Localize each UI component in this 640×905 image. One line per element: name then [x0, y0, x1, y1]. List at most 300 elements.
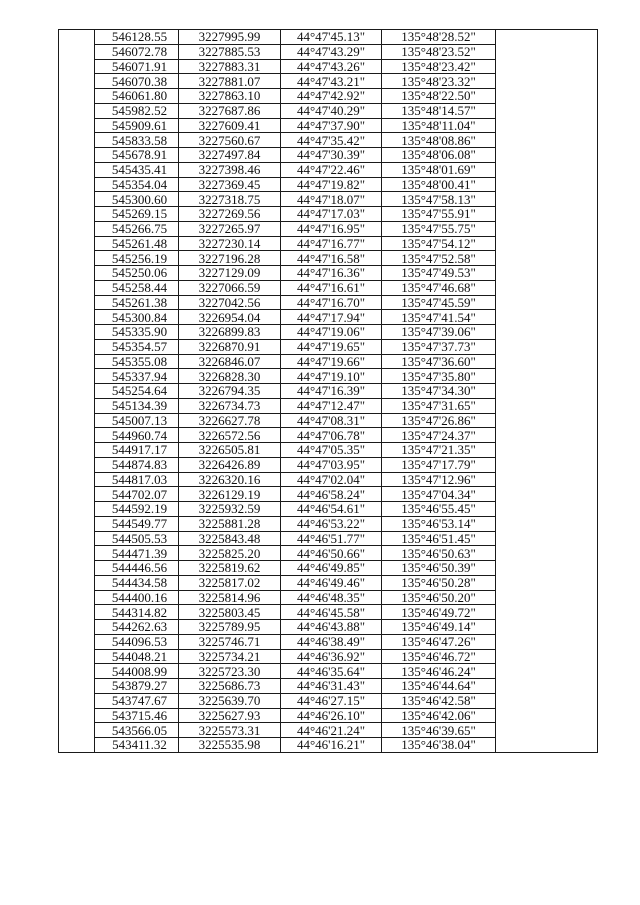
longitude-cell: 135°46'42.58" — [382, 693, 496, 708]
latitude-cell: 44°47'37.90" — [281, 118, 382, 133]
table-row — [59, 59, 598, 74]
longitude-cell: 135°47'46.68" — [382, 280, 496, 295]
y-coordinate-cell: 3227318.75 — [179, 192, 281, 207]
notes-cell — [496, 398, 598, 413]
table-row — [59, 310, 598, 325]
y-coordinate-cell: 3227560.67 — [179, 133, 281, 148]
notes-cell — [496, 133, 598, 148]
longitude-cell: 135°46'55.45" — [382, 502, 496, 517]
x-coordinate-cell: 543411.32 — [95, 738, 179, 753]
table-row — [59, 634, 598, 649]
y-coordinate-cell: 3225789.95 — [179, 620, 281, 635]
row-number-cell — [59, 295, 95, 310]
y-coordinate-cell: 3226899.83 — [179, 325, 281, 340]
notes-cell — [496, 384, 598, 399]
latitude-cell: 44°46'16.21" — [281, 738, 382, 753]
latitude-cell: 44°47'40.29" — [281, 103, 382, 118]
notes-cell — [496, 546, 598, 561]
x-coordinate-cell: 545256.19 — [95, 251, 179, 266]
row-number-cell — [59, 708, 95, 723]
table-row — [59, 266, 598, 281]
y-coordinate-cell: 3226734.73 — [179, 398, 281, 413]
notes-cell — [496, 162, 598, 177]
table-row — [59, 192, 598, 207]
notes-cell — [496, 561, 598, 576]
y-coordinate-cell: 3226794.35 — [179, 384, 281, 399]
latitude-cell: 44°47'19.10" — [281, 369, 382, 384]
y-coordinate-cell: 3226828.30 — [179, 369, 281, 384]
row-number-cell — [59, 649, 95, 664]
notes-cell — [496, 649, 598, 664]
x-coordinate-cell: 543566.05 — [95, 723, 179, 738]
latitude-cell: 44°47'22.46" — [281, 162, 382, 177]
table-row — [59, 133, 598, 148]
latitude-cell: 44°46'58.24" — [281, 487, 382, 502]
longitude-cell: 135°48'23.32" — [382, 74, 496, 89]
row-number-cell — [59, 59, 95, 74]
x-coordinate-cell: 544400.16 — [95, 590, 179, 605]
notes-cell — [496, 664, 598, 679]
notes-cell — [496, 266, 598, 281]
y-coordinate-cell: 3225734.21 — [179, 649, 281, 664]
longitude-cell: 135°48'22.50" — [382, 89, 496, 104]
x-coordinate-cell: 546072.78 — [95, 44, 179, 59]
latitude-cell: 44°47'17.94" — [281, 310, 382, 325]
row-number-cell — [59, 339, 95, 354]
table-row — [59, 398, 598, 413]
latitude-cell: 44°46'43.88" — [281, 620, 382, 635]
x-coordinate-cell: 546070.38 — [95, 74, 179, 89]
y-coordinate-cell: 3226320.16 — [179, 472, 281, 487]
table-row — [59, 177, 598, 192]
table-row — [59, 472, 598, 487]
notes-cell — [496, 620, 598, 635]
y-coordinate-cell: 3227398.46 — [179, 162, 281, 177]
notes-cell — [496, 74, 598, 89]
y-coordinate-cell: 3225573.31 — [179, 723, 281, 738]
row-number-cell — [59, 620, 95, 635]
longitude-cell: 135°48'23.42" — [382, 59, 496, 74]
table-row — [59, 74, 598, 89]
row-number-cell — [59, 634, 95, 649]
x-coordinate-cell: 544874.83 — [95, 457, 179, 472]
y-coordinate-cell: 3227066.59 — [179, 280, 281, 295]
y-coordinate-cell: 3227129.09 — [179, 266, 281, 281]
x-coordinate-cell: 545261.38 — [95, 295, 179, 310]
longitude-cell: 135°47'49.53" — [382, 266, 496, 281]
notes-cell — [496, 221, 598, 236]
notes-cell — [496, 369, 598, 384]
table-row — [59, 413, 598, 428]
table-row — [59, 30, 598, 45]
x-coordinate-cell: 545833.58 — [95, 133, 179, 148]
row-number-cell — [59, 457, 95, 472]
x-coordinate-cell: 546061.80 — [95, 89, 179, 104]
row-number-cell — [59, 546, 95, 561]
x-coordinate-cell: 544817.03 — [95, 472, 179, 487]
longitude-cell: 135°46'50.20" — [382, 590, 496, 605]
longitude-cell: 135°46'51.45" — [382, 531, 496, 546]
x-coordinate-cell: 545335.90 — [95, 325, 179, 340]
row-number-cell — [59, 398, 95, 413]
table-row — [59, 620, 598, 635]
longitude-cell: 135°47'58.13" — [382, 192, 496, 207]
y-coordinate-cell: 3225803.45 — [179, 605, 281, 620]
x-coordinate-cell: 544471.39 — [95, 546, 179, 561]
y-coordinate-cell: 3227883.31 — [179, 59, 281, 74]
notes-cell — [496, 236, 598, 251]
longitude-cell: 135°46'53.14" — [382, 516, 496, 531]
latitude-cell: 44°46'54.61" — [281, 502, 382, 517]
x-coordinate-cell: 543715.46 — [95, 708, 179, 723]
row-number-cell — [59, 413, 95, 428]
longitude-cell: 135°47'21.35" — [382, 443, 496, 458]
notes-cell — [496, 634, 598, 649]
notes-cell — [496, 502, 598, 517]
x-coordinate-cell: 544446.56 — [95, 561, 179, 576]
y-coordinate-cell: 3225746.71 — [179, 634, 281, 649]
latitude-cell: 44°46'31.43" — [281, 679, 382, 694]
table-row — [59, 708, 598, 723]
longitude-cell: 135°48'11.04" — [382, 118, 496, 133]
y-coordinate-cell: 3227885.53 — [179, 44, 281, 59]
longitude-cell: 135°48'08.86" — [382, 133, 496, 148]
longitude-cell: 135°46'50.28" — [382, 575, 496, 590]
y-coordinate-cell: 3225819.62 — [179, 561, 281, 576]
row-number-cell — [59, 236, 95, 251]
longitude-cell: 135°48'01.69" — [382, 162, 496, 177]
row-number-cell — [59, 487, 95, 502]
y-coordinate-cell: 3225627.93 — [179, 708, 281, 723]
row-number-cell — [59, 162, 95, 177]
y-coordinate-cell: 3227265.97 — [179, 221, 281, 236]
longitude-cell: 135°47'55.91" — [382, 207, 496, 222]
x-coordinate-cell: 546071.91 — [95, 59, 179, 74]
notes-cell — [496, 487, 598, 502]
longitude-cell: 135°48'06.08" — [382, 148, 496, 163]
longitude-cell: 135°46'46.72" — [382, 649, 496, 664]
row-number-cell — [59, 738, 95, 753]
table-row — [59, 162, 598, 177]
longitude-cell: 135°48'00.41" — [382, 177, 496, 192]
table-row — [59, 103, 598, 118]
y-coordinate-cell: 3225817.02 — [179, 575, 281, 590]
longitude-cell: 135°48'14.57" — [382, 103, 496, 118]
y-coordinate-cell: 3227497.84 — [179, 148, 281, 163]
notes-cell — [496, 103, 598, 118]
notes-cell — [496, 738, 598, 753]
row-number-cell — [59, 384, 95, 399]
notes-cell — [496, 708, 598, 723]
table-row — [59, 590, 598, 605]
x-coordinate-cell: 544434.58 — [95, 575, 179, 590]
row-number-cell — [59, 575, 95, 590]
x-coordinate-cell: 545269.15 — [95, 207, 179, 222]
notes-cell — [496, 605, 598, 620]
latitude-cell: 44°46'53.22" — [281, 516, 382, 531]
x-coordinate-cell: 544096.53 — [95, 634, 179, 649]
x-coordinate-cell: 545678.91 — [95, 148, 179, 163]
x-coordinate-cell: 545261.48 — [95, 236, 179, 251]
y-coordinate-cell: 3227995.99 — [179, 30, 281, 45]
notes-cell — [496, 457, 598, 472]
y-coordinate-cell: 3227609.41 — [179, 118, 281, 133]
latitude-cell: 44°47'16.39" — [281, 384, 382, 399]
row-number-cell — [59, 679, 95, 694]
row-number-cell — [59, 310, 95, 325]
row-number-cell — [59, 516, 95, 531]
longitude-cell: 135°47'04.34" — [382, 487, 496, 502]
table-row — [59, 148, 598, 163]
latitude-cell: 44°47'45.13" — [281, 30, 382, 45]
y-coordinate-cell: 3225639.70 — [179, 693, 281, 708]
notes-cell — [496, 44, 598, 59]
latitude-cell: 44°47'06.78" — [281, 428, 382, 443]
x-coordinate-cell: 544314.82 — [95, 605, 179, 620]
row-number-cell — [59, 177, 95, 192]
notes-cell — [496, 148, 598, 163]
latitude-cell: 44°47'05.35" — [281, 443, 382, 458]
row-number-cell — [59, 354, 95, 369]
table-row — [59, 546, 598, 561]
table-row — [59, 339, 598, 354]
x-coordinate-cell: 545982.52 — [95, 103, 179, 118]
notes-cell — [496, 325, 598, 340]
x-coordinate-cell: 545355.08 — [95, 354, 179, 369]
longitude-cell: 135°46'39.65" — [382, 723, 496, 738]
x-coordinate-cell: 543747.67 — [95, 693, 179, 708]
y-coordinate-cell: 3225881.28 — [179, 516, 281, 531]
table-row — [59, 679, 598, 694]
notes-cell — [496, 354, 598, 369]
row-number-cell — [59, 44, 95, 59]
longitude-cell: 135°46'49.72" — [382, 605, 496, 620]
notes-cell — [496, 693, 598, 708]
x-coordinate-cell: 545300.60 — [95, 192, 179, 207]
longitude-cell: 135°47'54.12" — [382, 236, 496, 251]
row-number-cell — [59, 251, 95, 266]
x-coordinate-cell: 545250.06 — [95, 266, 179, 281]
latitude-cell: 44°47'43.26" — [281, 59, 382, 74]
notes-cell — [496, 192, 598, 207]
table-row — [59, 280, 598, 295]
notes-cell — [496, 89, 598, 104]
y-coordinate-cell: 3226870.91 — [179, 339, 281, 354]
row-number-cell — [59, 280, 95, 295]
notes-cell — [496, 251, 598, 266]
longitude-cell: 135°46'42.06" — [382, 708, 496, 723]
y-coordinate-cell: 3225932.59 — [179, 502, 281, 517]
y-coordinate-cell: 3226627.78 — [179, 413, 281, 428]
latitude-cell: 44°46'50.66" — [281, 546, 382, 561]
row-number-cell — [59, 590, 95, 605]
row-number-cell — [59, 443, 95, 458]
longitude-cell: 135°47'12.96" — [382, 472, 496, 487]
table-row — [59, 605, 598, 620]
coordinates-table-body — [59, 30, 598, 753]
notes-cell — [496, 207, 598, 222]
longitude-cell: 135°47'55.75" — [382, 221, 496, 236]
row-number-cell — [59, 561, 95, 576]
row-number-cell — [59, 103, 95, 118]
y-coordinate-cell: 3226505.81 — [179, 443, 281, 458]
x-coordinate-cell: 545134.39 — [95, 398, 179, 413]
longitude-cell: 135°47'39.06" — [382, 325, 496, 340]
y-coordinate-cell: 3225535.98 — [179, 738, 281, 753]
x-coordinate-cell: 543879.27 — [95, 679, 179, 694]
table-row — [59, 738, 598, 753]
latitude-cell: 44°46'49.46" — [281, 575, 382, 590]
latitude-cell: 44°47'35.42" — [281, 133, 382, 148]
latitude-cell: 44°47'12.47" — [281, 398, 382, 413]
row-number-cell — [59, 664, 95, 679]
longitude-cell: 135°47'26.86" — [382, 413, 496, 428]
y-coordinate-cell: 3226572.56 — [179, 428, 281, 443]
table-row — [59, 693, 598, 708]
x-coordinate-cell: 545337.94 — [95, 369, 179, 384]
longitude-cell: 135°46'50.63" — [382, 546, 496, 561]
table-row — [59, 325, 598, 340]
coordinates-table — [58, 29, 598, 753]
longitude-cell: 135°47'24.37" — [382, 428, 496, 443]
table-row — [59, 487, 598, 502]
row-number-cell — [59, 723, 95, 738]
longitude-cell: 135°47'17.79" — [382, 457, 496, 472]
latitude-cell: 44°47'16.77" — [281, 236, 382, 251]
notes-cell — [496, 428, 598, 443]
row-number-cell — [59, 148, 95, 163]
latitude-cell: 44°46'45.58" — [281, 605, 382, 620]
latitude-cell: 44°47'08.31" — [281, 413, 382, 428]
row-number-cell — [59, 605, 95, 620]
y-coordinate-cell: 3225825.20 — [179, 546, 281, 561]
row-number-cell — [59, 693, 95, 708]
latitude-cell: 44°46'48.35" — [281, 590, 382, 605]
latitude-cell: 44°46'27.15" — [281, 693, 382, 708]
notes-cell — [496, 516, 598, 531]
longitude-cell: 135°47'37.73" — [382, 339, 496, 354]
x-coordinate-cell: 545909.61 — [95, 118, 179, 133]
notes-cell — [496, 443, 598, 458]
y-coordinate-cell: 3225843.48 — [179, 531, 281, 546]
row-number-cell — [59, 266, 95, 281]
row-number-cell — [59, 118, 95, 133]
table-row — [59, 457, 598, 472]
latitude-cell: 44°47'16.95" — [281, 221, 382, 236]
y-coordinate-cell: 3226846.07 — [179, 354, 281, 369]
row-number-cell — [59, 325, 95, 340]
notes-cell — [496, 679, 598, 694]
longitude-cell: 135°46'47.26" — [382, 634, 496, 649]
x-coordinate-cell: 545354.57 — [95, 339, 179, 354]
x-coordinate-cell: 545007.13 — [95, 413, 179, 428]
x-coordinate-cell: 545254.64 — [95, 384, 179, 399]
latitude-cell: 44°47'17.03" — [281, 207, 382, 222]
x-coordinate-cell: 546128.55 — [95, 30, 179, 45]
x-coordinate-cell: 544505.53 — [95, 531, 179, 546]
y-coordinate-cell: 3227230.14 — [179, 236, 281, 251]
table-row — [59, 575, 598, 590]
notes-cell — [496, 118, 598, 133]
latitude-cell: 44°46'49.85" — [281, 561, 382, 576]
latitude-cell: 44°47'16.36" — [281, 266, 382, 281]
table-row — [59, 89, 598, 104]
longitude-cell: 135°46'50.39" — [382, 561, 496, 576]
x-coordinate-cell: 545354.04 — [95, 177, 179, 192]
table-row — [59, 516, 598, 531]
y-coordinate-cell: 3225686.73 — [179, 679, 281, 694]
notes-cell — [496, 339, 598, 354]
longitude-cell: 135°48'28.52" — [382, 30, 496, 45]
table-row — [59, 118, 598, 133]
row-number-cell — [59, 30, 95, 45]
latitude-cell: 44°46'26.10" — [281, 708, 382, 723]
notes-cell — [496, 59, 598, 74]
longitude-cell: 135°47'36.60" — [382, 354, 496, 369]
latitude-cell: 44°47'18.07" — [281, 192, 382, 207]
notes-cell — [496, 413, 598, 428]
row-number-cell — [59, 502, 95, 517]
x-coordinate-cell: 545300.84 — [95, 310, 179, 325]
latitude-cell: 44°46'36.92" — [281, 649, 382, 664]
notes-cell — [496, 280, 598, 295]
table-row — [59, 354, 598, 369]
y-coordinate-cell: 3227687.86 — [179, 103, 281, 118]
y-coordinate-cell: 3227863.10 — [179, 89, 281, 104]
longitude-cell: 135°46'46.24" — [382, 664, 496, 679]
y-coordinate-cell: 3226129.19 — [179, 487, 281, 502]
y-coordinate-cell: 3225723.30 — [179, 664, 281, 679]
notes-cell — [496, 590, 598, 605]
x-coordinate-cell: 544008.99 — [95, 664, 179, 679]
row-number-cell — [59, 192, 95, 207]
table-row — [59, 236, 598, 251]
table-row — [59, 443, 598, 458]
notes-cell — [496, 295, 598, 310]
y-coordinate-cell: 3225814.96 — [179, 590, 281, 605]
table-row — [59, 723, 598, 738]
row-number-cell — [59, 221, 95, 236]
latitude-cell: 44°47'30.39" — [281, 148, 382, 163]
longitude-cell: 135°48'23.52" — [382, 44, 496, 59]
latitude-cell: 44°46'21.24" — [281, 723, 382, 738]
x-coordinate-cell: 544592.19 — [95, 502, 179, 517]
notes-cell — [496, 177, 598, 192]
longitude-cell: 135°47'34.30" — [382, 384, 496, 399]
table-row — [59, 502, 598, 517]
longitude-cell: 135°46'49.14" — [382, 620, 496, 635]
x-coordinate-cell: 544917.17 — [95, 443, 179, 458]
notes-cell — [496, 30, 598, 45]
table-row — [59, 649, 598, 664]
table-row — [59, 369, 598, 384]
notes-cell — [496, 310, 598, 325]
table-row — [59, 221, 598, 236]
latitude-cell: 44°47'16.70" — [281, 295, 382, 310]
y-coordinate-cell: 3226426.89 — [179, 457, 281, 472]
latitude-cell: 44°46'51.77" — [281, 531, 382, 546]
x-coordinate-cell: 545258.44 — [95, 280, 179, 295]
table-row — [59, 44, 598, 59]
longitude-cell: 135°47'35.80" — [382, 369, 496, 384]
latitude-cell: 44°47'16.58" — [281, 251, 382, 266]
x-coordinate-cell: 544702.07 — [95, 487, 179, 502]
longitude-cell: 135°47'41.54" — [382, 310, 496, 325]
x-coordinate-cell: 544262.63 — [95, 620, 179, 635]
y-coordinate-cell: 3227881.07 — [179, 74, 281, 89]
table-row — [59, 384, 598, 399]
row-number-cell — [59, 428, 95, 443]
